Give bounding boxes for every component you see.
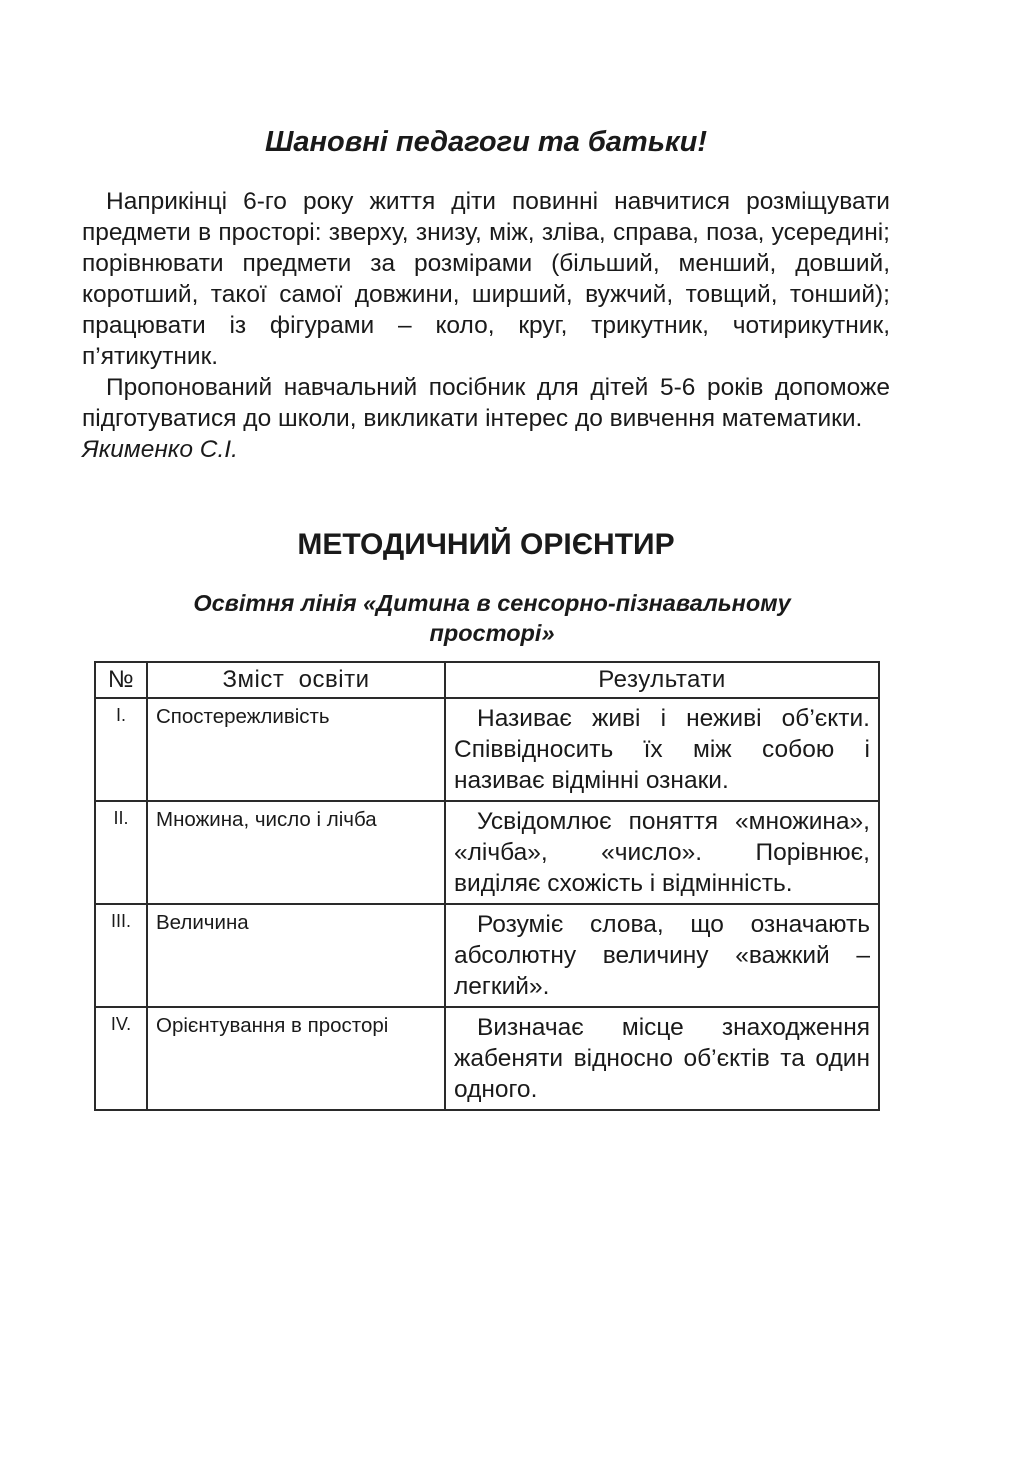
greeting-heading: Шановні педагоги та батьки! (265, 126, 707, 158)
section-title: МЕТОДИЧНИЙ ОРІЄНТИР (297, 528, 675, 561)
table-header-row (95, 662, 879, 698)
author-signature: Якименко С.І. (82, 436, 238, 463)
intro-text (82, 186, 890, 465)
header-results: Результати (445, 662, 879, 698)
header-content: Зміст освіти (147, 662, 445, 698)
table-row (95, 904, 879, 1007)
table-row (95, 698, 879, 801)
intro-paragraph-1: Наприкінці 6-го року життя діти повинні навчитися розміщувати предмети в просторі: зверху, знизу, між, зліва, справа, поза, усередині; порівнювати предмети за розмірами (більший, менший, довший, коротший, такої самої довжини, ширший, вужчий, товщий, тонший); працювати із фігурами – коло, круг, трикутник, чотирикутник, п’ятикутник. (82, 188, 890, 370)
row-content: Величина (147, 904, 445, 1007)
row-content: Множина, число і лічба (147, 801, 445, 904)
row-result: Розуміє слова, що означають абсолютну величину «важкий – легкий». (445, 904, 879, 1007)
header-num: № (95, 662, 147, 698)
curriculum-table (94, 661, 880, 1111)
row-result: Називає живі і неживі об’єкти. Співвідносить їх між собою і називає відмінні ознаки. (445, 698, 879, 801)
row-num: ІІІ. (95, 904, 147, 1007)
row-content: Орієнтування в просторі (147, 1007, 445, 1110)
section-subtitle: Освітня лінія «Дитина в сенсорно-пізнавальному просторі» (193, 590, 791, 646)
row-result: Усвідомлює поняття «множина», «лічба», «число». Порівнює, виділяє схожість і відмінність. (445, 801, 879, 904)
row-num: ІІ. (95, 801, 147, 904)
row-result: Визначає місце знаходження жабеняти відносно об’єктів та один одного. (445, 1007, 879, 1110)
table-row (95, 801, 879, 904)
intro-paragraph-2: Пропонований навчальний посібник для дітей 5-6 років допоможе підготуватися до школи, викликати інтерес до вивчення математики. (82, 374, 890, 432)
row-content: Спостережливість (147, 698, 445, 801)
row-num: IV. (95, 1007, 147, 1110)
table-row (95, 1007, 879, 1110)
row-num: І. (95, 698, 147, 801)
